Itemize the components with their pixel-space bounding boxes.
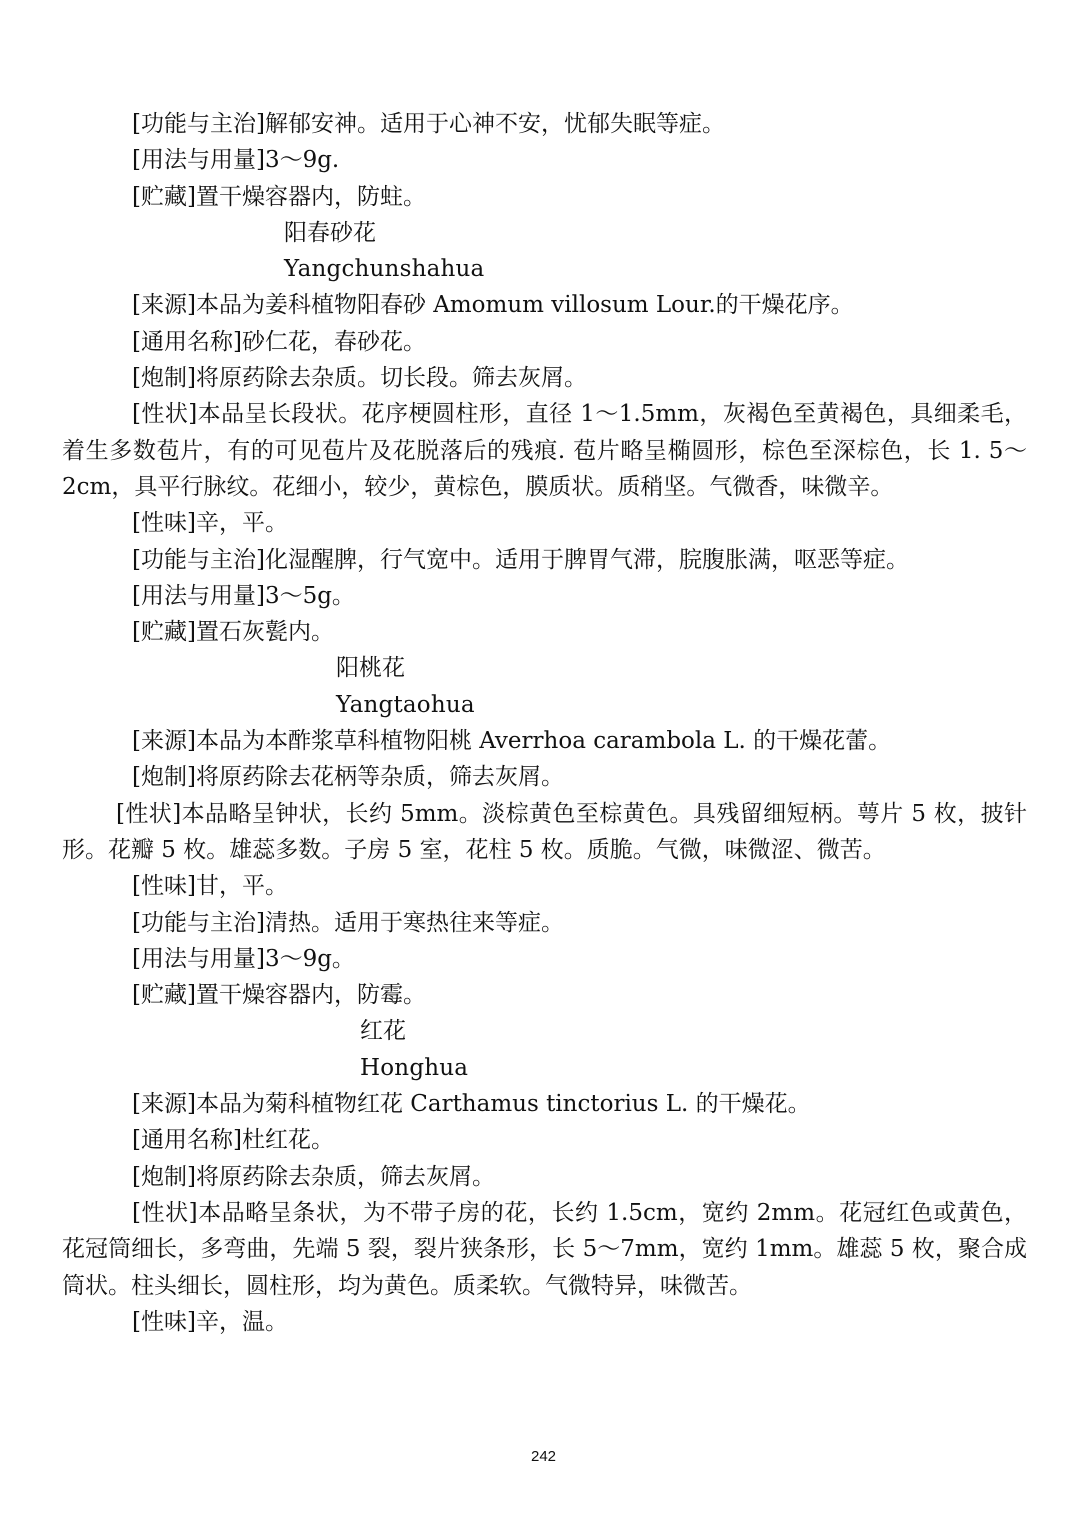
entry-title-chinese: 阳春砂花: [284, 219, 376, 246]
function-indication-line: [功能与主治]解郁安神。适用于心神不安，忧郁失眠等症。: [132, 111, 725, 137]
processing-line: [炮制]将原药除去杂质。切长段。筛去灰屑。: [132, 365, 587, 392]
storage-line: [贮藏]置石灰甏内。: [132, 619, 334, 646]
entry-title-pinyin: Honghua: [360, 1054, 469, 1081]
common-name-line: [通用名称]杜红花。: [132, 1127, 334, 1154]
processing-line: [炮制]将原药除去杂质，筛去灰屑。: [132, 1163, 495, 1190]
source-line: [来源]本品为姜科植物阳春砂 Amomum villosum Lour.的干燥花序。: [132, 292, 854, 319]
document-body: [62, 106, 1027, 1340]
processing-line: [炮制]将原药除去花柄等杂质，筛去灰屑。: [132, 764, 564, 791]
description-paragraph: [性状]本品略呈钟状，长约 5mm。淡棕黄色至棕黄色。具残留细短柄。萼片 5 枚，披针形。花瓣 5 枚。雄蕊多数。子房 5 室，花柱 5 枚。质脆。气微，味微涩、微苦。: [62, 800, 1027, 863]
function-indication-line: [功能与主治]化湿醒脾，行气宽中。适用于脾胃气滞，脘腹胀满，呕恶等症。: [132, 546, 909, 573]
entry-title-chinese: 阳桃花: [336, 655, 405, 682]
entry-title-pinyin: Yangchunshahua: [284, 256, 485, 283]
dosage-line: [用法与用量]3～9g.: [132, 147, 340, 174]
description-paragraph: [性状]本品呈长段状。花序梗圆柱形，直径 1～1.5mm，灰褐色至黄褐色，具细柔毛，着生多数苞片，有的可见苞片及花脱落后的残痕. 苞片略呈椭圆形，棕色至深棕色，长 1. 5～2cm，具平行脉纹。花细小，较少，黄棕色，膜质状。质稍坚。气微香，味微辛。: [62, 401, 1027, 500]
entry-title-pinyin: Yangtaohua: [336, 691, 475, 718]
source-line: [来源]本品为本酢浆草科植物阳桃 Averrhoa carambola L. 的干燥花蕾。: [132, 728, 892, 755]
property-flavor-line: [性味]辛，平。: [132, 510, 288, 537]
common-name-line: [通用名称]砂仁花，春砂花。: [132, 328, 426, 355]
dosage-line: [用法与用量]3～9g。: [132, 945, 355, 972]
storage-line: [贮藏]置干燥容器内，防霉。: [132, 982, 426, 1009]
source-line: [来源]本品为菊科植物红花 Carthamus tinctorius L. 的干燥花。: [132, 1091, 811, 1118]
page-number: 242: [530, 1448, 557, 1465]
storage-line: [贮藏]置干燥容器内，防蛀。: [132, 183, 426, 210]
function-indication-line: [功能与主治]清热。适用于寒热往来等症。: [132, 909, 564, 936]
entry-title-chinese: 红花: [360, 1018, 406, 1045]
description-paragraph: [性状]本品略呈条状，为不带子房的花，长约 1.5cm，宽约 2mm。花冠红色或黄色，花冠筒细长，多弯曲，先端 5 裂，裂片狭条形，长 5～7mm，宽约 1mm。雄蕊 5 枚，聚合成筒状。柱头细长，圆柱形，均为黄色。质柔软。气微特异，味微苦。: [62, 1199, 1027, 1299]
dosage-line: [用法与用量]3～5g。: [132, 582, 355, 609]
property-flavor-line: [性味]甘，平。: [132, 873, 288, 900]
property-flavor-line: [性味]辛，温。: [132, 1308, 288, 1335]
